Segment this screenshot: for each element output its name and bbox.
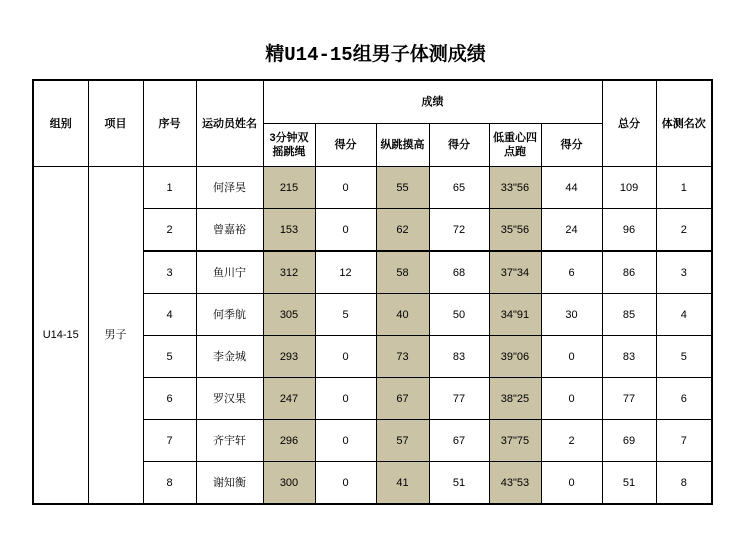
- cell-total: 69: [602, 420, 656, 462]
- cell-name: 何季航: [196, 294, 263, 336]
- cell-rope-score: 0: [315, 462, 376, 505]
- cell-name: 罗汉果: [196, 378, 263, 420]
- cell-total: 96: [602, 209, 656, 252]
- cell-run: 37"34: [489, 251, 541, 294]
- cell-seq: 5: [143, 336, 196, 378]
- cell-jump: 41: [376, 462, 429, 505]
- header-name: 运动员姓名: [196, 80, 263, 167]
- cell-total: 86: [602, 251, 656, 294]
- cell-run: 43"53: [489, 462, 541, 505]
- page-title: 精U14-15组男子体测成绩: [265, 44, 486, 66]
- cell-name: 李金城: [196, 336, 263, 378]
- cell-rope-score: 5: [315, 294, 376, 336]
- cell-rank: 2: [656, 209, 712, 252]
- cell-run: 37"75: [489, 420, 541, 462]
- cell-rope: 153: [263, 209, 315, 252]
- cell-jump-score: 83: [429, 336, 489, 378]
- cell-run-score: 44: [541, 167, 602, 209]
- cell-run-score: 30: [541, 294, 602, 336]
- cell-name: 何泽昊: [196, 167, 263, 209]
- cell-rope: 312: [263, 251, 315, 294]
- cell-seq: 6: [143, 378, 196, 420]
- cell-jump: 58: [376, 251, 429, 294]
- header-group: 组别: [33, 80, 88, 167]
- cell-total: 51: [602, 462, 656, 505]
- cell-rank: 1: [656, 167, 712, 209]
- header-jump-score: 得分: [429, 124, 489, 167]
- cell-total: 109: [602, 167, 656, 209]
- header-rope-score: 得分: [315, 124, 376, 167]
- header-run: [489, 124, 541, 167]
- cell-run-score: 0: [541, 336, 602, 378]
- cell-rope: 305: [263, 294, 315, 336]
- cell-jump-score: 77: [429, 378, 489, 420]
- cell-seq: 2: [143, 209, 196, 252]
- cell-run-score: 6: [541, 251, 602, 294]
- cell-name: 谢知衡: [196, 462, 263, 505]
- cell-jump-score: 72: [429, 209, 489, 252]
- cell-name: 鱼川宁: [196, 251, 263, 294]
- cell-run: 35"56: [489, 209, 541, 252]
- cell-rank: 7: [656, 420, 712, 462]
- cell-run: 34"91: [489, 294, 541, 336]
- cell-jump: 40: [376, 294, 429, 336]
- header-total: 总分: [602, 80, 656, 167]
- cell-rope: 300: [263, 462, 315, 505]
- cell-rope-score: 0: [315, 378, 376, 420]
- cell-jump: 73: [376, 336, 429, 378]
- header-seq: 序号: [143, 80, 196, 167]
- cell-group: U14-15: [33, 167, 88, 505]
- cell-event: 男子: [88, 167, 143, 505]
- cell-name: 齐宇轩: [196, 420, 263, 462]
- cell-jump-score: 68: [429, 251, 489, 294]
- cell-total: 77: [602, 378, 656, 420]
- cell-rope-score: 0: [315, 209, 376, 252]
- header-row-1: [33, 80, 712, 124]
- cell-jump-score: 50: [429, 294, 489, 336]
- cell-name: 曾嘉裕: [196, 209, 263, 252]
- cell-jump: 67: [376, 378, 429, 420]
- cell-jump: 55: [376, 167, 429, 209]
- header-event: 项目: [88, 80, 143, 167]
- cell-total: 85: [602, 294, 656, 336]
- cell-seq: 8: [143, 462, 196, 505]
- cell-run: 39"06: [489, 336, 541, 378]
- header-jump: 纵跳摸高: [376, 124, 429, 167]
- cell-seq: 1: [143, 167, 196, 209]
- cell-jump-score: 51: [429, 462, 489, 505]
- cell-seq: 7: [143, 420, 196, 462]
- cell-run-score: 2: [541, 420, 602, 462]
- cell-rope: 215: [263, 167, 315, 209]
- cell-rank: 5: [656, 336, 712, 378]
- cell-seq: 3: [143, 251, 196, 294]
- header-run-score: 得分: [541, 124, 602, 167]
- cell-run: 33"56: [489, 167, 541, 209]
- cell-rank: 6: [656, 378, 712, 420]
- cell-run-score: 24: [541, 209, 602, 252]
- cell-total: 83: [602, 336, 656, 378]
- cell-rank: 8: [656, 462, 712, 505]
- header-results: 成绩: [263, 80, 602, 124]
- cell-rope-score: 0: [315, 336, 376, 378]
- header-rope-label: 3分钟双摇跳绳: [269, 132, 309, 158]
- cell-jump-score: 67: [429, 420, 489, 462]
- cell-seq: 4: [143, 294, 196, 336]
- cell-rope: 296: [263, 420, 315, 462]
- cell-rope-score: 0: [315, 420, 376, 462]
- cell-rope: 247: [263, 378, 315, 420]
- header-rank: 体测名次: [656, 80, 712, 167]
- cell-run-score: 0: [541, 462, 602, 505]
- cell-rope-score: 0: [315, 167, 376, 209]
- cell-rope-score: 12: [315, 251, 376, 294]
- table-row: [33, 167, 712, 209]
- cell-jump-score: 65: [429, 167, 489, 209]
- cell-jump: 62: [376, 209, 429, 252]
- cell-rank: 3: [656, 251, 712, 294]
- cell-run: 38"25: [489, 378, 541, 420]
- results-table: [32, 79, 713, 505]
- cell-jump: 57: [376, 420, 429, 462]
- cell-rope: 293: [263, 336, 315, 378]
- header-rope: [263, 124, 315, 167]
- cell-run-score: 0: [541, 378, 602, 420]
- cell-rank: 4: [656, 294, 712, 336]
- header-run-label: 低重心四点跑: [493, 132, 537, 158]
